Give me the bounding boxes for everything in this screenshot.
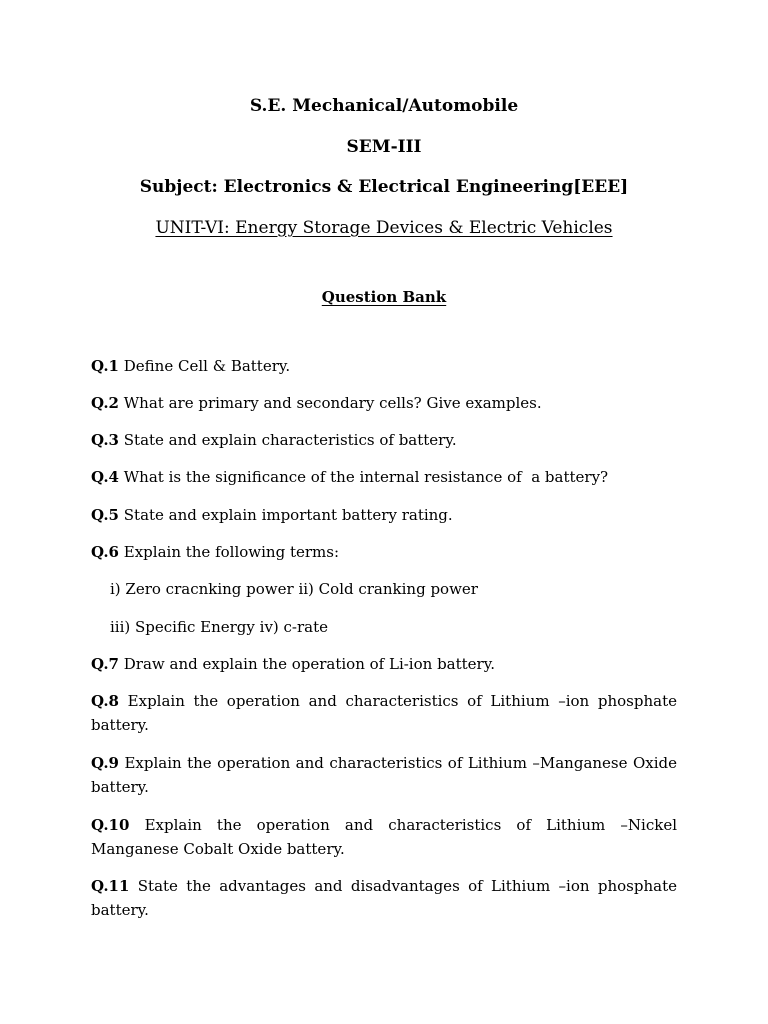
- question-number: Q.7: [91, 655, 119, 673]
- question-number: Q.11: [91, 877, 130, 895]
- question-number: Q.10: [91, 816, 130, 834]
- question-item: [91, 428, 677, 452]
- question-text: Draw and explain the operation of Li-ion battery.: [123, 655, 495, 673]
- question-item: [91, 540, 677, 564]
- sub-item: iii) Specific Energy iv) c-rate: [110, 618, 329, 636]
- question-text: State and explain important battery rating.: [123, 506, 453, 524]
- question-item: [91, 813, 677, 861]
- question-text: What is the significance of the internal resistance of a battery?: [123, 468, 609, 486]
- question-text: Explain the operation and characteristics of Lithium –ion phosphate battery.: [91, 692, 677, 734]
- question-number: Q.5: [91, 506, 119, 524]
- question-text: Explain the following terms:: [123, 543, 340, 561]
- question-item: [91, 652, 677, 676]
- semester-heading: SEM-III: [346, 137, 422, 157]
- question-item: [91, 465, 677, 489]
- program-heading: S.E. Mechanical/Automobile: [249, 96, 519, 116]
- question-number: Q.9: [91, 754, 119, 772]
- question-item: [91, 391, 677, 415]
- question-number: Q.1: [91, 357, 119, 375]
- question-number: Q.3: [91, 431, 119, 449]
- section-title: Question Bank: [321, 288, 447, 306]
- question-item: [91, 503, 677, 527]
- subject-heading: Subject: Electronics & Electrical Engineering[EEE]: [139, 177, 629, 197]
- question-number: Q.2: [91, 394, 119, 412]
- question-number: Q.6: [91, 543, 119, 561]
- unit-heading: UNIT-VI: Energy Storage Devices & Electric Vehicles: [155, 218, 613, 238]
- question-item: [91, 689, 677, 737]
- question-text: Explain the operation and characteristics of Lithium –Manganese Oxide battery.: [91, 754, 677, 796]
- sub-item: i) Zero cracnking power ii) Cold cranking power: [110, 580, 478, 598]
- question-text: Define Cell & Battery.: [123, 357, 291, 375]
- question-text: Explain the operation and characteristics of Lithium –Nickel Manganese Cobalt Oxide battery.: [91, 816, 677, 858]
- question-text: What are primary and secondary cells? Give examples.: [123, 394, 542, 412]
- question-number: Q.8: [91, 692, 119, 710]
- question-item: [91, 354, 677, 378]
- question-text: State and explain characteristics of battery.: [123, 431, 457, 449]
- question-item: [91, 751, 677, 799]
- question-text: State the advantages and disadvantages of Lithium –ion phosphate battery.: [91, 877, 677, 919]
- question-item: [91, 874, 677, 922]
- question-number: Q.4: [91, 468, 119, 486]
